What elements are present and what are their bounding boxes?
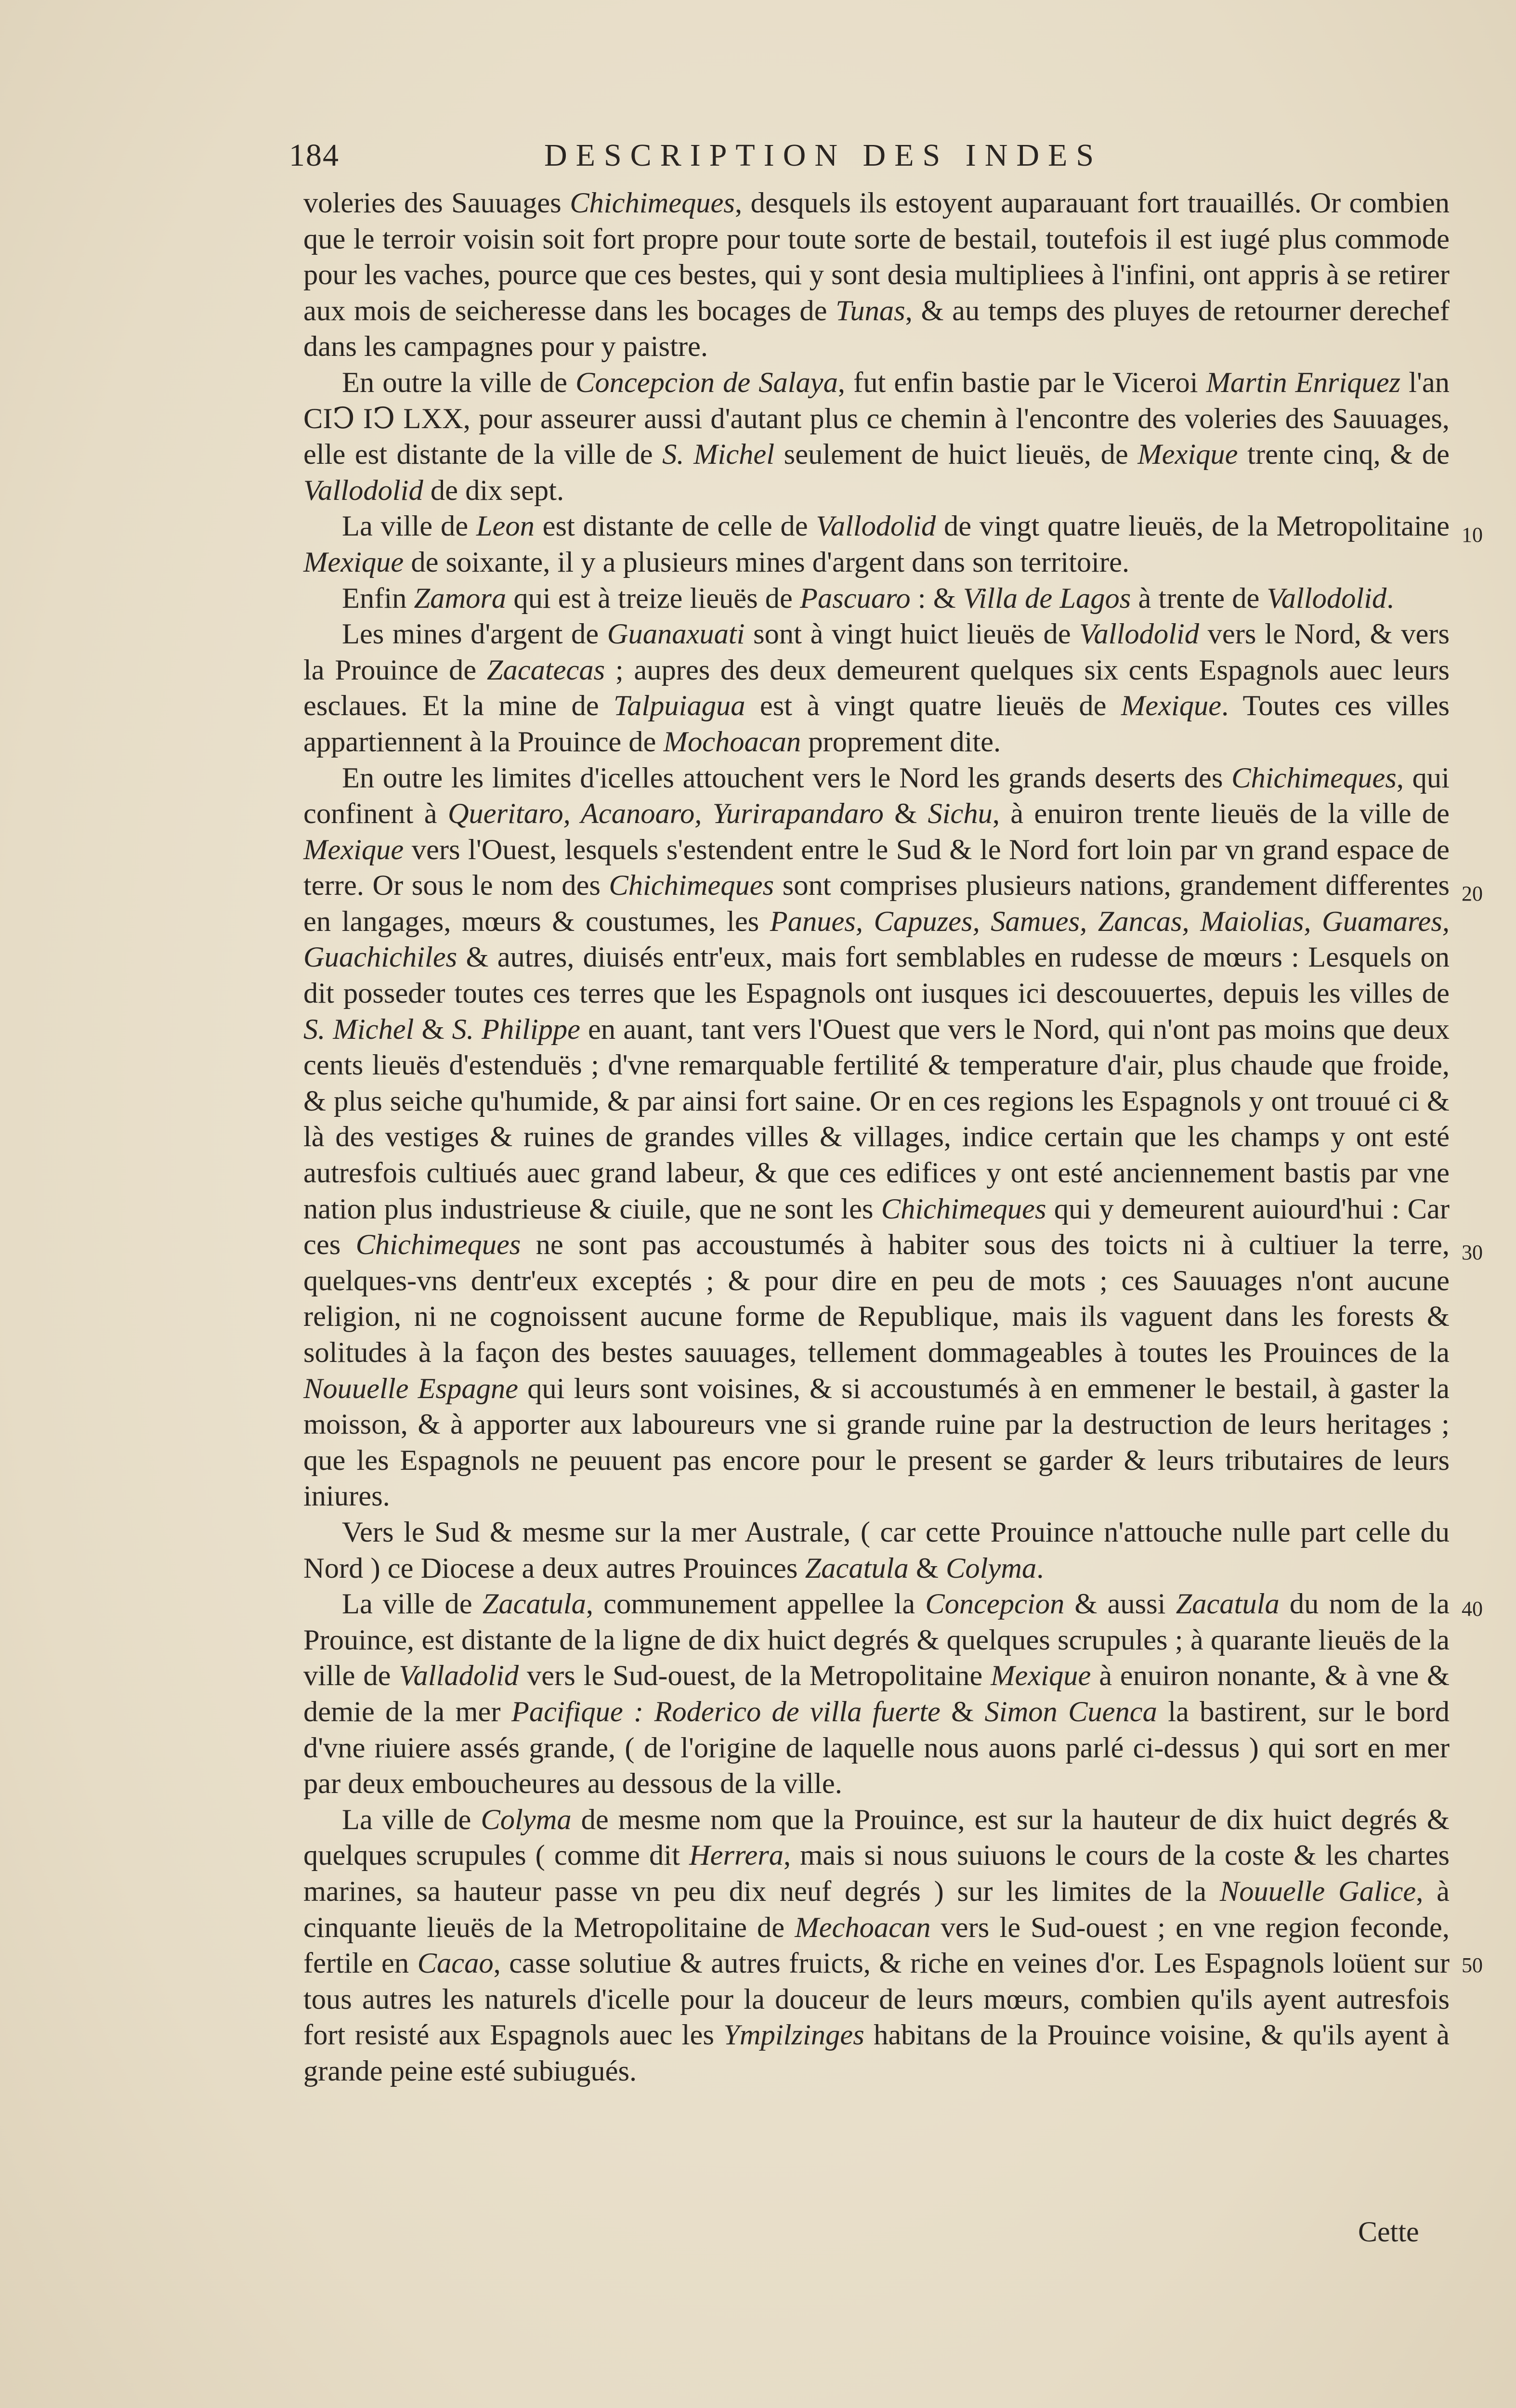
text-run: La ville de: [342, 1803, 481, 1836]
text-run: de soixante, il y a plusieurs mines d'argent dans son territoire.: [404, 546, 1130, 578]
text-run: proprement dite.: [801, 725, 1001, 758]
folio-number: 184: [289, 138, 340, 173]
italic-proper-name: Pascuaro: [799, 582, 911, 615]
text-run: qui leurs sont voisines, & si accoustumés à en emmener le bestail, à gaster la moisson, & à apporter aux laboureurs vne si grande ruine par la destruction de leurs heritages ; que les Espagnols ne peuuent pas encore pour le present se garder & leurs tributaires de leurs iniures.: [303, 1372, 1450, 1513]
italic-proper-name: Villa de Lagos: [963, 582, 1131, 615]
italic-proper-name: Zacatula: [805, 1552, 909, 1584]
text-run: .: [1386, 582, 1394, 615]
text-run: &: [883, 798, 928, 830]
italic-proper-name: S. Michel: [303, 1013, 414, 1046]
text-run: la bastirent, sur le bord d'vne riuiere assés grande, ( de l'origine de laquelle nous auons parlé ci-dessus ) qui sort en mer par deux emboucheures au dessous de la ville.: [303, 1695, 1450, 1800]
italic-proper-name: Vallodolid: [816, 510, 936, 543]
text-run: sont comprises plusieurs nations, grandement differentes en langages, mœurs & coustumes, les: [303, 869, 1450, 938]
text-run: habitans de la Prouince voisine, & qu'ils ayent à grande peine esté subiugués.: [303, 2019, 1450, 2087]
margin-line-number: 50: [1462, 1953, 1483, 1977]
body-text: [303, 185, 1450, 2089]
italic-proper-name: Queritaro, Acanoaro, Yurirapandaro: [447, 798, 884, 830]
italic-proper-name: Panues, Capuzes, Samues, Zancas, Maiolias, Guamares, Guachichiles: [303, 905, 1450, 974]
text-run: , & au temps des pluyes de retourner derechef dans les campagnes pour y paistre.: [303, 294, 1450, 363]
paragraph: [303, 760, 1450, 1515]
text-run: sont à vingt huict lieuës de: [745, 618, 1080, 651]
text-run: voleries des Sauuages: [303, 187, 570, 219]
text-run: &: [414, 1013, 452, 1046]
italic-proper-name: Simon Cuenca: [984, 1695, 1157, 1728]
text-run: du nom de la Prouince, est distante de la ligne de dix huict degrés & quelques scrupules ; à quarante lieuës de la ville de: [303, 1588, 1450, 1692]
text-run: l'an CIↃ IↃ LXX, pour asseurer aussi d'autant plus ce chemin à l'encontre des voleries des Sauuages, elle est distante de la ville de: [303, 366, 1450, 471]
italic-proper-name: Colyma: [946, 1552, 1037, 1584]
text-run: de dix sept.: [423, 474, 564, 507]
paragraph: [303, 1515, 1450, 1586]
text-run: , mais si nous suiuons le cours de la coste & les chartes marines, sa hauteur passe vn peu dix neuf degrés ) sur les limites de la: [303, 1839, 1450, 1908]
text-run: est distante de celle de: [534, 510, 816, 543]
italic-proper-name: Mechoacan: [795, 1911, 931, 1944]
italic-proper-name: Mochoacan: [663, 725, 801, 758]
text-run: Vers le Sud & mesme sur la mer Australe, ( car cette Prouince n'attouche nulle part celle du Nord ) ce Diocese a deux autres Prouinces: [303, 1516, 1450, 1584]
text-run: . Toutes ces villes appartiennent à la Prouince de: [303, 690, 1450, 758]
margin-line-number: 20: [1462, 882, 1483, 905]
text-run: de mesme nom que la Prouince, est sur la hauteur de dix huict degrés & quelques scrupules ( comme dit: [303, 1803, 1450, 1872]
italic-proper-name: Ympilzinges: [723, 2019, 864, 2052]
text-run: est à vingt quatre lieuës de: [745, 690, 1121, 722]
paragraph: [303, 581, 1450, 617]
text-run: &: [908, 1552, 946, 1584]
italic-proper-name: Chichimeques: [355, 1229, 521, 1261]
italic-proper-name: S. Philippe: [452, 1013, 580, 1046]
italic-proper-name: Mexique: [991, 1660, 1091, 1692]
text-run: vers le Sud-ouest ; en vne region feconde, fertile en: [303, 1911, 1450, 1980]
text-run: , casse solutiue & autres fruicts, & riche en veines d'or. Les Espagnols loüent sur tous autres les naturels d'icelle pour la douceur de leurs mœurs, combien qu'ils ayent autresfois fort resisté aux Espagnols auec les: [303, 1947, 1450, 2052]
text-run: qui est à treize lieuës de: [506, 582, 800, 615]
catchword: Cette: [1358, 2216, 1419, 2248]
text-run: vers l'Ouest, lesquels s'estendent entre le Sud & le Nord fort loin par vn grand espace de terre. Or sous le nom des: [303, 833, 1450, 902]
italic-proper-name: Pacifique : Roderico de villa fuerte: [511, 1695, 941, 1728]
italic-proper-name: Leon: [476, 510, 535, 543]
italic-proper-name: Concepcion: [925, 1588, 1065, 1621]
text-run: vers le Sud-ouest, de la Metropolitaine: [519, 1660, 991, 1692]
italic-proper-name: Herrera: [689, 1839, 784, 1872]
italic-proper-name: Chichimeques: [881, 1192, 1046, 1225]
margin-line-number: 40: [1462, 1597, 1483, 1621]
paragraph: [303, 185, 1450, 365]
text-run: &: [940, 1695, 985, 1728]
text-run: En outre les limites d'icelles attouchent vers le Nord les grands deserts des: [342, 761, 1232, 794]
text-run: qui y demeurent auiourd'hui : Car ces: [303, 1192, 1450, 1261]
text-run: En outre la ville de: [342, 366, 576, 399]
text-run: , qui confinent à: [303, 761, 1450, 830]
text-run: de vingt quatre lieuës, de la Metropolitaine: [936, 510, 1450, 543]
italic-proper-name: Valladolid: [399, 1660, 519, 1692]
italic-proper-name: Chichimeques: [570, 187, 735, 219]
paragraph: [303, 616, 1450, 760]
italic-proper-name: Martin Enriquez: [1206, 366, 1401, 399]
text-run: seulement de huict lieuës, de: [774, 438, 1138, 471]
text-run: , desquels ils estoyent auparauant fort trauaillés. Or combien que le terroir voisin soit fort propre pour toute sorte de bestail, toutefois il est iugé plus commode pour les vaches, pource que ces bestes, qui y sont desia multipliees à l'infini, ont appris à se retirer aux mois de seicheresse dans les bocages de: [303, 187, 1450, 327]
italic-proper-name: Concepcion de Salaya: [575, 366, 838, 399]
italic-proper-name: Mexique: [303, 546, 404, 578]
text-run: Enfin: [342, 582, 414, 615]
italic-proper-name: Mexique: [303, 833, 404, 866]
text-run: La ville de: [342, 1588, 483, 1621]
text-run: : &: [910, 582, 963, 615]
margin-line-number: 10: [1462, 523, 1483, 547]
italic-proper-name: Cacao: [417, 1947, 494, 1980]
paragraph: [303, 1586, 1450, 1802]
italic-proper-name: Vallodolid: [303, 474, 423, 507]
text-run: & autres, diuisés entr'eux, mais fort semblables en rudesse de mœurs : Lesquels on dit posseder toutes ces terres que les Espagnols ont iusques ici descouuertes, depuis les villes de: [303, 941, 1450, 1010]
running-title: DESCRIPTION DES INDES: [544, 138, 1103, 173]
italic-proper-name: Zamora: [414, 582, 507, 615]
text-run: ; aupres des deux demeurent quelques six cents Espagnols auec leurs esclaues. Et la mine de: [303, 654, 1450, 722]
text-run: , fut enfin bastie par le Viceroi: [837, 366, 1206, 399]
text-run: en auant, tant vers l'Ouest que vers le Nord, qui n'ont pas moins que deux cents lieuës d'estenduës ; d'vne remarquable fertilité & temperature d'air, plus chaude que froide, & plus seiche qu'humide, & par ainsi fort saine. Or en ces regions les Espagnols y ont trouué ci & là des vestiges & ruines de grandes villes & villages, indice certain que les champs y ont esté autresfois cultiués auec grand labeur, & que ces edifices y ont esté anciennement bastis par vne nation plus industrieuse & ciuile, que ne sont les: [303, 1013, 1450, 1225]
paragraph: [303, 365, 1450, 509]
text-run: vers le Nord, & vers la Prouince de: [303, 618, 1450, 686]
italic-proper-name: Colyma: [481, 1803, 572, 1836]
italic-proper-name: Zacatula: [1176, 1588, 1280, 1621]
text-run: , à enuiron trente lieuës de la ville de: [992, 798, 1450, 830]
text-run: , communement appellee la: [586, 1588, 926, 1621]
italic-proper-name: Nouuelle Galice: [1219, 1875, 1416, 1908]
italic-proper-name: Vallodolid: [1267, 582, 1387, 615]
italic-proper-name: Guanaxuati: [607, 618, 745, 651]
italic-proper-name: Nouuelle Espagne: [303, 1372, 518, 1405]
text-run: trente cinq, & de: [1238, 438, 1450, 471]
italic-proper-name: Tunas: [836, 294, 905, 327]
italic-proper-name: Zacatecas: [486, 654, 605, 686]
text-run: à enuiron nonante, & à vne & demie de la mer: [303, 1660, 1450, 1728]
text-run: .: [1036, 1552, 1044, 1584]
italic-proper-name: Mexique: [1137, 438, 1238, 471]
italic-proper-name: Vallodolid: [1079, 618, 1199, 651]
italic-proper-name: S. Michel: [662, 438, 775, 471]
text-run: La ville de: [342, 510, 476, 543]
italic-proper-name: Chichimeques: [1231, 761, 1397, 794]
paragraph: [303, 1802, 1450, 2090]
paragraph: [303, 509, 1450, 580]
italic-proper-name: Chichimeques: [609, 869, 774, 902]
italic-proper-name: Sichu: [928, 798, 993, 830]
text-run: à trente de: [1131, 582, 1267, 615]
margin-line-number: 30: [1462, 1241, 1483, 1264]
text-run: & aussi: [1064, 1588, 1176, 1621]
page-header: [289, 137, 1454, 190]
text-run: ne sont pas accoustumés à habiter sous des toicts ni à cultiuer la terre, quelques-vns dentr'eux exceptés ; & pour dire en peu de mots ; ces Sauuages n'ont aucune religion, ni ne cognoissent aucune forme de Republique, mais ils vaguent dans les forests & solitudes à la façon des bestes sauuages, tellement dommageables à toutes les Prouinces de la: [303, 1229, 1450, 1369]
italic-proper-name: Talpuiagua: [614, 690, 745, 722]
italic-proper-name: Mexique: [1121, 690, 1222, 722]
italic-proper-name: Zacatula: [482, 1588, 586, 1621]
text-run: , à cinquante lieuës de la Metropolitaine de: [303, 1875, 1450, 1944]
text-run: Les mines d'argent de: [342, 618, 607, 651]
